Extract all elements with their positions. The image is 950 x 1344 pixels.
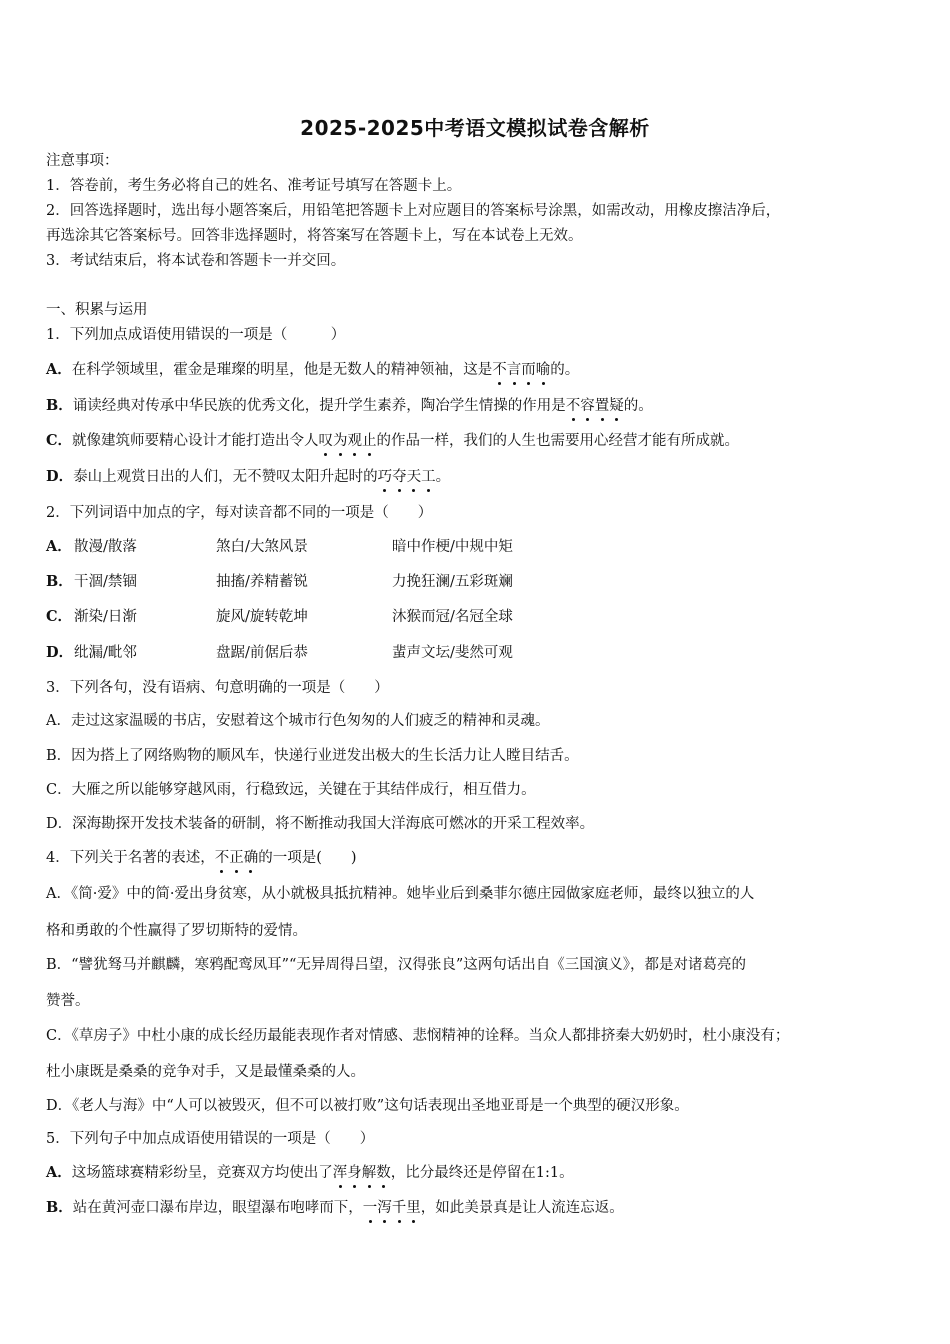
emphasis-char: 为 [333, 433, 348, 449]
q1-option-b [46, 396, 653, 416]
stem-text: 4．下列关于名著的表述， [46, 850, 215, 866]
emphasis-char: 止 [362, 433, 377, 449]
emphasis-char: 不 [492, 362, 507, 378]
option-label: A． [46, 361, 72, 378]
q5-option-b [46, 1198, 624, 1218]
word-pair: 干涸/禁锢 [74, 574, 137, 590]
word-pair: 旋风/旋转乾坤 [216, 609, 308, 625]
dotted-idiom [566, 398, 624, 414]
q3-option-a: A．走过这家温暖的书店，安慰着这个城市行色匆匆的人们疲乏的精神和灵魂。 [46, 713, 550, 729]
word-pair: 沐猴而冠/名冠全球 [392, 609, 513, 625]
q4-option-b: B．“譬犹驽马并麒麟，寒鸦配鸾凤耳”“无异周得吕望，汉得张良”这两句话出自《三国演义》，都是对诸葛亮的 [46, 957, 747, 973]
q4-option-d: D．《老人与海》中“人可以被毁灭，但不可以被打败”这句话表现出圣地亚哥是一个典型的硬汉形象。 [46, 1098, 689, 1114]
word-pair: 渐染/日渐 [74, 609, 137, 625]
emphasis-char: 身 [347, 1165, 362, 1181]
option-text: 泰山上观赏日出的人们，无不赞叹太阳升起时的 [73, 469, 378, 485]
notice-item: 2．回答选择题时，选出每小题答案后，用铅笔把答题卡上对应题目的答案标号涂黑，如需改动，用橡皮擦洁净后， [46, 203, 781, 219]
option-label: D． [46, 468, 74, 485]
emphasis-char: 而 [521, 362, 536, 378]
option-text: 。 [435, 469, 451, 485]
notice-heading: 注意事项： [46, 153, 119, 169]
q1-option-a [46, 360, 579, 380]
question-2-stem: 2．下列词语中加点的字，每对读音都不同的一项是（ ） [46, 505, 433, 521]
emphasis-char: 喻 [535, 362, 551, 378]
option-text: 诵读经典对传承中华民族的优秀文化，提升学生素养，陶冶学生情操的作用是 [72, 398, 566, 414]
question-4-stem [46, 848, 357, 868]
q4-option-b-cont: 赞誉。 [46, 993, 90, 1009]
word-pair: 力挽狂澜/五彩斑斓 [392, 574, 513, 590]
option-label: A． [46, 1164, 72, 1181]
stem-text: 的一项是( ) [258, 850, 357, 866]
emphasis-char: 容 [580, 398, 595, 414]
word-pair: 散漫/散落 [74, 539, 137, 555]
option-label: B． [46, 397, 73, 414]
dotted-idiom [333, 1165, 391, 1181]
option-label: C． [46, 608, 73, 625]
option-label: B． [46, 573, 73, 590]
page-title: 2025-2025中考语文模拟试卷含解析 [300, 116, 650, 140]
option-text: 的。 [550, 362, 580, 378]
dotted-word [215, 850, 259, 866]
notice-item: 3．考试结束后，将本试卷和答题卡一并交回。 [46, 253, 346, 269]
dotted-idiom [319, 433, 377, 449]
option-text: 在科学领域里，霍金是璀璨的明星，他是无数人的精神领袖，这是 [71, 362, 493, 378]
emphasis-char: 观 [347, 433, 363, 449]
emphasis-char: 天 [406, 469, 422, 485]
dotted-idiom [492, 362, 550, 378]
option-label: C． [46, 432, 73, 449]
emphasis-char: 确 [243, 850, 259, 866]
dotted-idiom [363, 1200, 421, 1216]
q1-option-c [46, 431, 739, 451]
word-pair: 蜚声文坛/斐然可观 [392, 645, 513, 661]
emphasis-char: 言 [506, 362, 522, 378]
emphasis-char: 泻 [377, 1200, 392, 1216]
emphasis-char: 不 [565, 398, 581, 414]
emphasis-char: 里 [406, 1200, 421, 1216]
option-label: D． [46, 644, 74, 661]
notice-item: 1．答卷前，考生务必将自己的姓名、准考证号填写在答题卡上。 [46, 178, 462, 194]
option-text: 就像建筑师要精心设计才能打造出令人 [72, 433, 319, 449]
option-text: 这场篮球赛精彩纷呈，竞赛双方均使出了 [71, 1165, 333, 1181]
option-text: ，如此美景真是让人流连忘返。 [420, 1200, 624, 1216]
dotted-idiom [378, 469, 436, 485]
question-5-stem: 5．下列句子中加点成语使用错误的一项是（ ） [46, 1131, 375, 1147]
emphasis-char: 巧 [377, 469, 393, 485]
emphasis-char: 夺 [392, 469, 407, 485]
emphasis-char: 千 [391, 1200, 407, 1216]
word-pair: 抽搐/养精蓄锐 [216, 574, 308, 590]
q3-option-b: B．因为搭上了网络购物的顺风车，快递行业迸发出极大的生长活力让人瞠目结舌。 [46, 748, 579, 764]
emphasis-char: 疑 [609, 398, 624, 414]
emphasis-char: 正 [229, 850, 244, 866]
emphasis-char: 叹 [318, 433, 334, 449]
word-pair: 暗中作梗/中规中矩 [392, 539, 513, 555]
q4-option-c-cont: 杜小康既是桑桑的竞争对手，又是最懂桑桑的人。 [46, 1064, 365, 1080]
emphasis-char: 一 [362, 1200, 378, 1216]
option-text: 站在黄河壶口瀑布岸边，眼望瀑布咆哮而下， [72, 1200, 363, 1216]
option-label: A． [46, 538, 72, 555]
q1-option-d [46, 467, 450, 487]
emphasis-char: 数 [376, 1165, 391, 1181]
option-text: ，比分最终还是停留在1:1。 [390, 1165, 574, 1181]
emphasis-char: 置 [594, 398, 610, 414]
option-label: B． [46, 1199, 73, 1216]
q5-option-a [46, 1163, 574, 1183]
q3-option-c: C．大雁之所以能够穿越风雨，行稳致远，关键在于其结伴成行，相互借力。 [46, 782, 536, 798]
word-pair: 纰漏/毗邻 [74, 645, 137, 661]
emphasis-char: 解 [361, 1165, 377, 1181]
q3-option-d: D．深海勘探开发技术装备的研制，将不断推动我国大洋海底可燃冰的开采工程效率。 [46, 816, 595, 832]
q4-option-c: C．《草房子》中杜小康的成长经历最能表现作者对情感、悲悯精神的诠释。当众人都排挤秦大奶奶时，杜小康没有； [46, 1028, 790, 1044]
emphasis-char: 工 [421, 469, 436, 485]
question-3-stem: 3．下列各句，没有语病、句意明确的一项是（ ） [46, 680, 389, 696]
q4-option-a: A．《简·爱》中的简·爱出身贫寒，从小就极具抵抗精神。她毕业后到桑菲尔德庄园做家庭老师，最终以独立的人 [46, 886, 755, 902]
option-text: 的。 [623, 398, 653, 414]
section-heading: 一、积累与运用 [46, 302, 148, 318]
emphasis-char: 不 [214, 850, 230, 866]
word-pair: 盘踞/前倨后恭 [216, 645, 308, 661]
question-1-stem: 1．下列加点成语使用错误的一项是（ ） [46, 327, 346, 343]
option-text: 的作品一样，我们的人生也需要用心经营才能有所成就。 [376, 433, 740, 449]
emphasis-char: 浑 [332, 1165, 348, 1181]
q4-option-a-cont: 格和勇敢的个性赢得了罗切斯特的爱情。 [46, 923, 307, 939]
notice-item: 再选涂其它答案标号。回答非选择题时，将答案写在答题卡上，写在本试卷上无效。 [46, 228, 583, 244]
word-pair: 煞白/大煞风景 [216, 539, 308, 555]
